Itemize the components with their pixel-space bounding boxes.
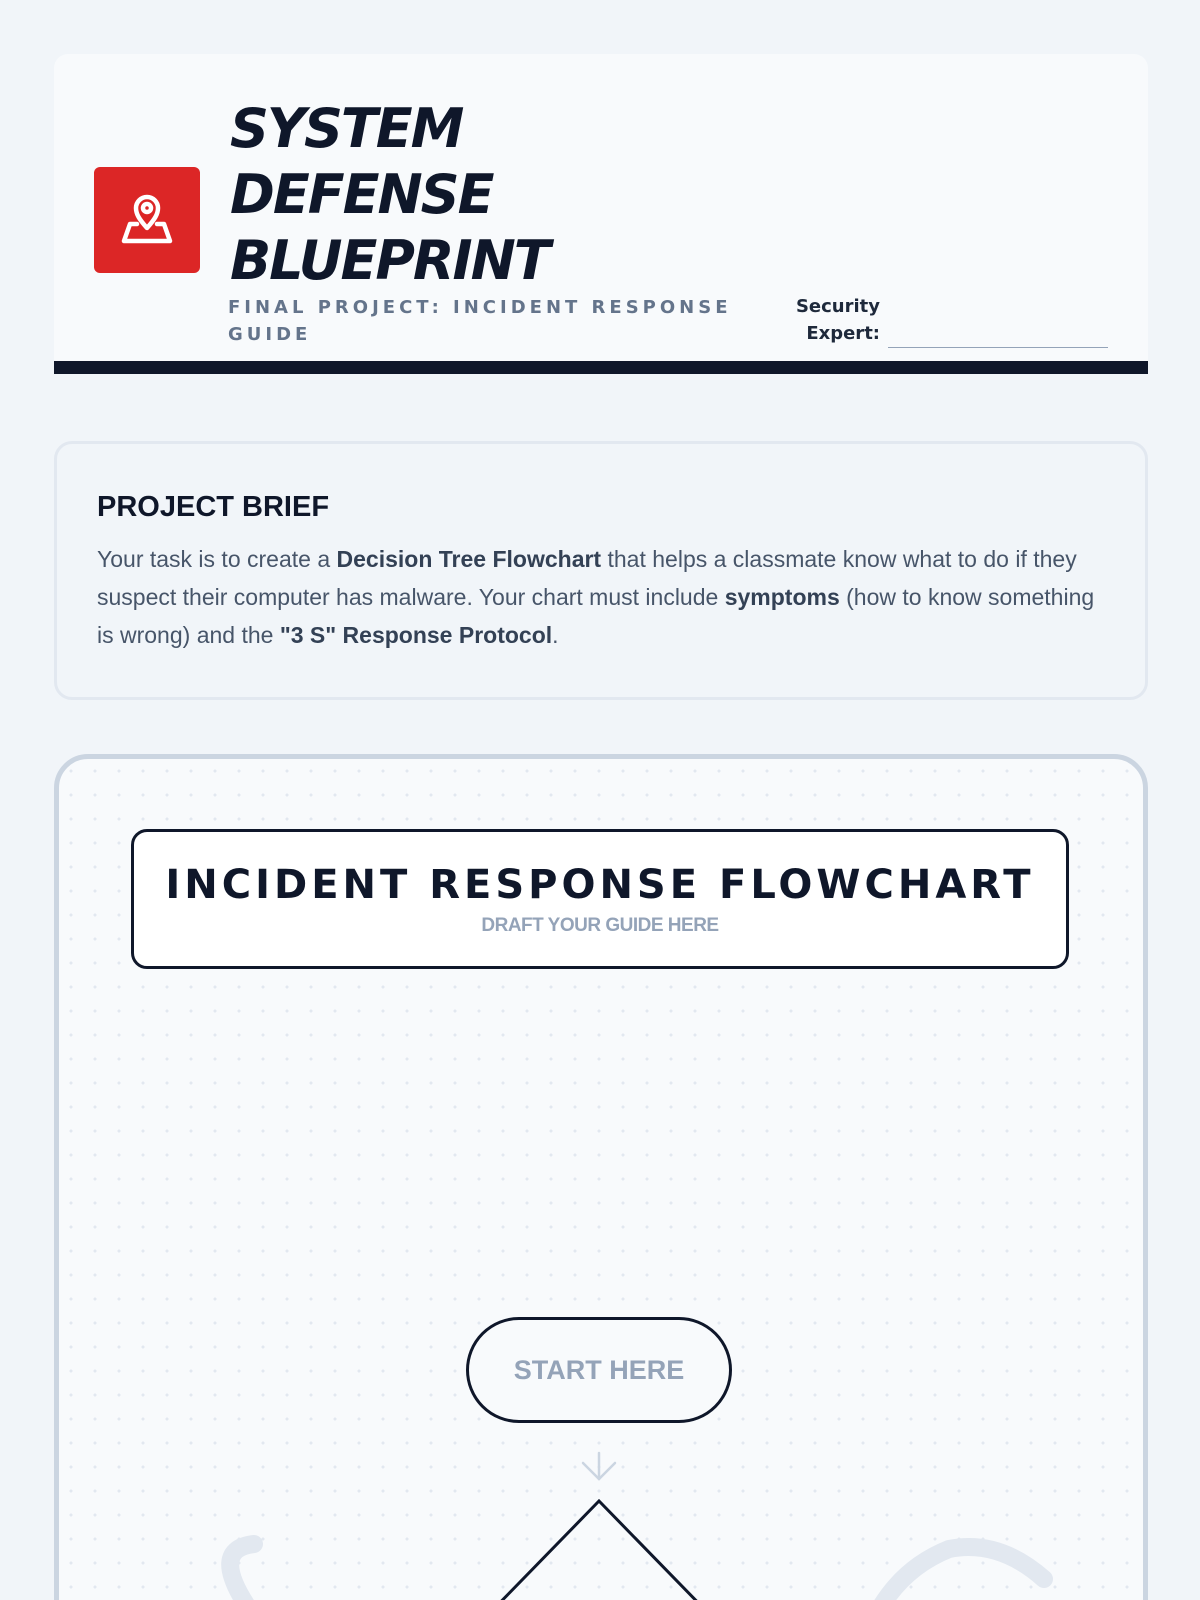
flowchart-subtitle: DRAFT YOUR GUIDE HERE [481,915,719,936]
page-subtitle: FINAL PROJECT: INCIDENT RESPONSE GUIDE [228,297,732,345]
title-line-3: BLUEPRINT [230,229,549,292]
flowchart-title: INCIDENT RESPONSE FLOWCHART [165,862,1035,908]
brief-text-part-3: (how to know something is wrong) and the [97,584,1095,648]
project-brief-heading: PROJECT BRIEF [97,491,330,523]
map-pin-icon [94,167,200,273]
start-node[interactable]: START HERE [466,1317,732,1423]
title-line-2: DEFENSE [230,163,493,226]
watermark-shield-shape [874,1547,1044,1600]
page-header [54,54,1148,374]
project-brief [54,441,1148,700]
flowchart-title-box [131,829,1069,969]
page-title [230,96,549,294]
security-expert-label: Security Expert: [795,296,880,344]
brief-bold-symptoms: symptoms [724,584,840,610]
watermark-left-shape [230,1544,254,1600]
flowchart-canvas[interactable] [54,754,1148,1600]
brief-text-part-1: Your task is to create a [97,546,337,572]
brief-bold-decision-tree: Decision Tree Flowchart [336,546,602,572]
title-line-1: SYSTEM [230,97,463,160]
security-expert-name-field[interactable] [888,347,1108,348]
project-brief-text [97,540,1105,654]
brief-text-part-2: that helps a classmate know what to do if they suspect their computer has malware. Your chart must include [97,546,1077,610]
brief-text-part-4: . [552,622,559,648]
decision-diamond [484,1501,714,1600]
flow-arrow-down-icon [583,1453,615,1479]
brief-bold-protocol: "3 S" Response Protocol [279,622,553,648]
